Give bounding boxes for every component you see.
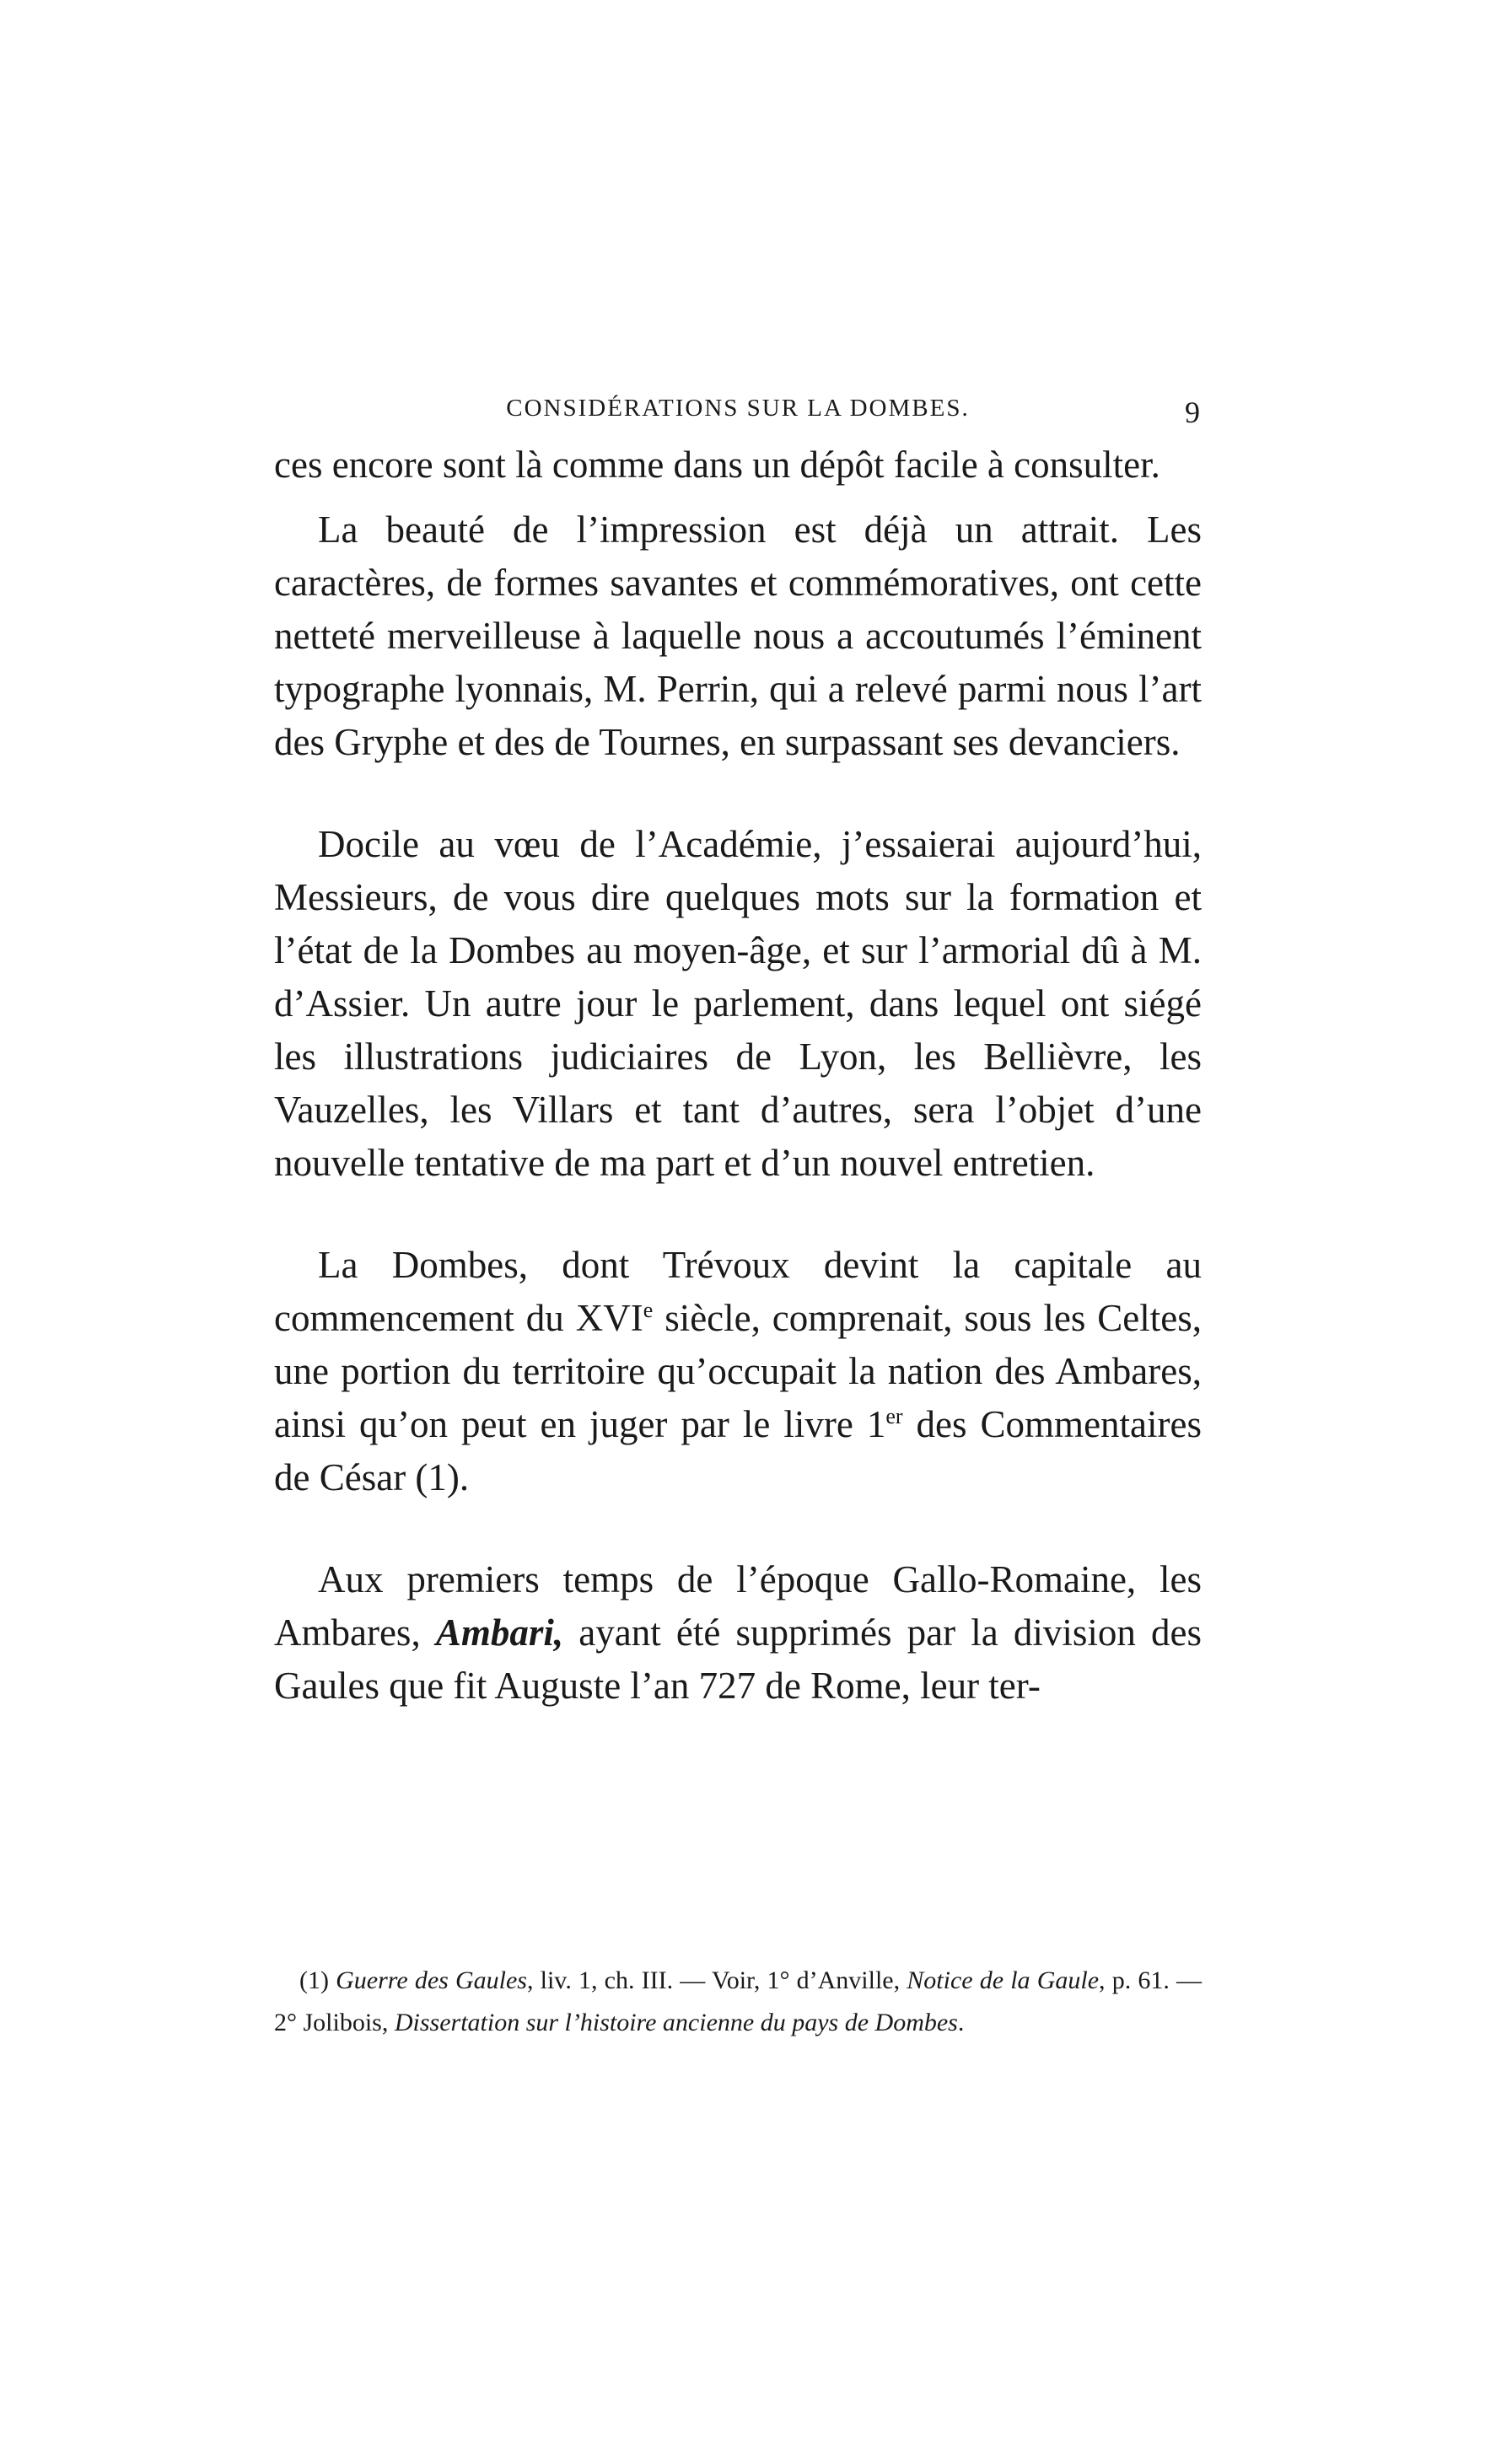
- paragraph-4-part-a: La Dombes, dont Trévoux devint la capitale au commencement du XVI: [274, 1244, 1202, 1339]
- footnote-text-2: , p. 61. — 2° Jolibois,: [274, 1966, 1203, 2036]
- paragraph-3: Docile au vœu de l’Académie, j’essaierai aujourd’hui, Messieurs, de vous dire quelques mots sur la formation et l’état de la Dombes au moyen-âge, et sur l’armorial dû à M. d’Assier. Un autre jour le parlement, dans lequel ont siégé les illustrations judiciaires de Lyon, les Bellièvre, les Vauzelles, les Villars et tant d’autres, sera l’objet d’une nouvelle tentative de ma part et d’un nouvel entretien.: [274, 823, 1202, 1184]
- italic-ambari: Ambari,: [435, 1611, 564, 1654]
- paragraph-4-part-c: des Commentaires de César (1).: [274, 1403, 1202, 1498]
- paragraph-5-part-b: ayant été supprimés par la division des Gaules que fit Auguste l’an 727 de Rome, leur ter-: [274, 1611, 1202, 1707]
- body-text: [274, 438, 1202, 1713]
- running-title: CONSIDÉRATIONS SUR LA DOMBES.: [506, 395, 970, 422]
- footnote-italic-2: Notice de la Gaule: [907, 1966, 1100, 1994]
- paragraph-4: [274, 1239, 1202, 1504]
- footnote-block: [274, 1960, 1202, 2044]
- footnote-text-3: .: [957, 2009, 965, 2036]
- footnote-italic-3: Dissertation sur l’histoire ancienne du pays de Dombes: [394, 2009, 958, 2036]
- footnote-text-1: , liv. 1, ch. III. — Voir, 1° d’Anville,: [526, 1966, 907, 1994]
- superscript-er: er: [885, 1404, 903, 1428]
- paragraph-5-part-a: Aux premiers temps de l’époque Gallo-Romaine, les Ambares,: [274, 1558, 1202, 1654]
- footnote-italic-1: Guerre des Gaules: [336, 1966, 527, 1994]
- footnote-mark: (1): [299, 1966, 336, 1994]
- page-number: 9: [1185, 395, 1202, 429]
- paragraph-2: La beauté de l’impression est déjà un attrait. Les caractères, de formes savantes et commémoratives, ont cette netteté merveilleuse à laquelle nous a accoutumés l’éminent typographe lyonnais, M. Perrin, qui a relevé parmi nous l’art des Gryphe et des de Tournes, en surpassant ses devanciers.: [274, 508, 1202, 763]
- footnote: [274, 1960, 1202, 2044]
- paragraph-1: ces encore sont là comme dans un dépôt facile à consulter.: [274, 444, 1160, 486]
- paragraph-5: [274, 1553, 1202, 1713]
- superscript-e: e: [643, 1298, 654, 1322]
- paragraph-4-part-b: siècle, comprenait, sous les Celtes, une portion du territoire qu’occupait la nation des Ambares, ainsi qu’on peut en juger par le livre 1: [274, 1297, 1202, 1445]
- page-header: [274, 395, 1202, 437]
